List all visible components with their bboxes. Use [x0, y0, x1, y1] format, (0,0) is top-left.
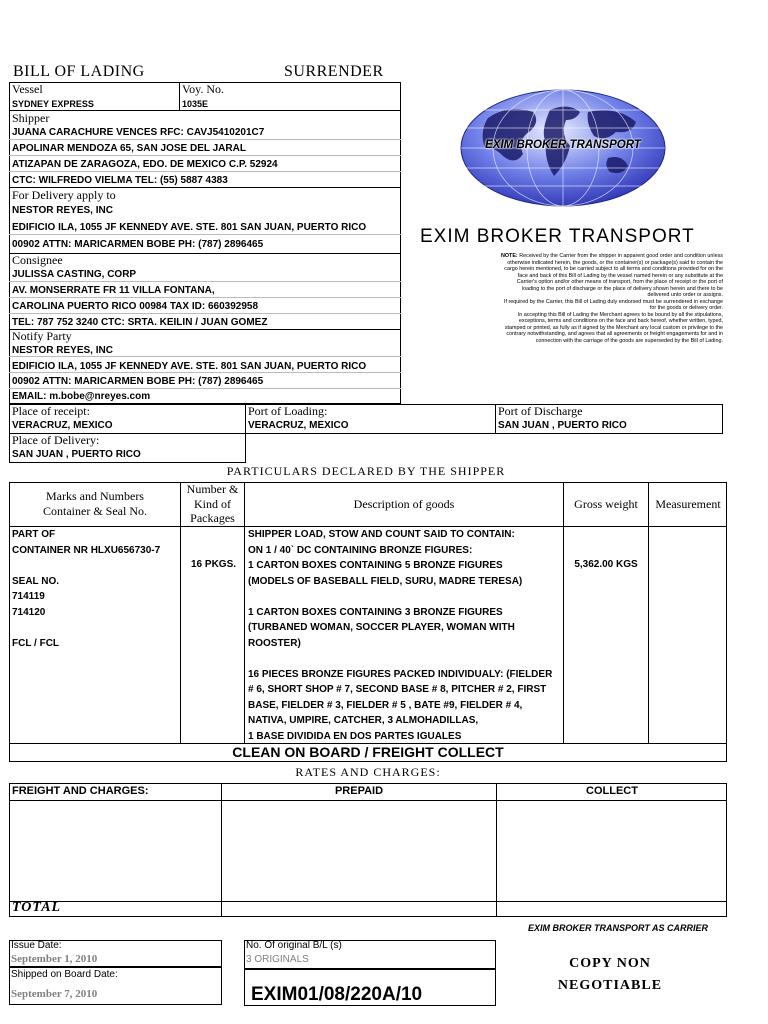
shipper-address: JUANA CARACHURE VENCES RFC: CAVJ5410201C7 APOLINAR MENDOZA 65, SAN JOSE DEL JARAL ATIZAPAN DE ZARAGOZA, EDO. DE MEXICO C.P. 52924 CTC: WILFREDO VIELMA TEL: (55) 5887 4383 — [12, 127, 278, 186]
gross-weight-value: 5,362.00 KGS — [574, 559, 638, 570]
surrender-label: SURRENDER — [284, 63, 384, 80]
place-of-delivery-value: SAN JUAN , PUERTO RICO — [12, 449, 141, 460]
copy-non-negotiable-stamp: COPY NON NEGOTIABLE — [557, 956, 663, 993]
consignee-line-3: CAROLINA PUERTO RICO 00984 TAX ID: 660392958 — [12, 301, 259, 312]
total-label: TOTAL — [12, 900, 62, 915]
shipped-date-value: September 7, 2010 — [11, 988, 98, 1000]
header-measurement: Measurement — [655, 497, 721, 511]
document-title: BILL OF LADING — [13, 63, 145, 80]
vessel-value: SYDNEY EXPRESS — [12, 99, 94, 109]
freight-table — [9, 783, 727, 917]
issue-date-value: September 1, 2010 — [11, 953, 98, 965]
notify-label: Notify Party — [12, 329, 72, 343]
header-gross-weight: Gross weight — [574, 497, 638, 511]
notify-line-1: NESTOR REYES, INC — [12, 345, 113, 356]
bl-number: EXIM01/08/220A/10 — [251, 984, 423, 1005]
carrier-line: EXIM BROKER TRANSPORT AS CARRIER — [528, 923, 709, 933]
place-of-receipt-value: VERACRUZ, MEXICO — [12, 420, 113, 431]
header-description: Description of goods — [353, 497, 455, 511]
terms-note: NOTE: Received by the Carrier from the shipper in apparent good order and condition unless otherwise indicated herein, the goods, or the container(s) or package(s) said to contain the cargo herein mentioned, to be carried subject to all terms and conditions provided for on the face and back of this Bill of Lading by the vessel named herein or any substitute at the Carrier's option and/or other means of transport, from the place of receipt or the port of loading to the port of discharge or the place of delivery shown herein and there to be delivered unto order or assigns. If required by the Carrier, this Bill of Lading duly endorsed must be surrendered in exchange for the goods or delivery order. In accepting this Bill of Lading the Merchant agrees to be bound by all the stipulations, exceptions, terms and conditions on the face and back hereof, whether written, typed, stamped or printed, as fully as if signed by the Merchant any local custom or privilege to the contrary notwithstanding, and agrees that all agreements or freight engagements for and in connection with the carriage of the goods are superseded by the Bill of Lading. — [500, 253, 723, 344]
collect-header: COLLECT — [586, 785, 638, 797]
issue-date-label: Issue Date: — [11, 940, 62, 951]
port-of-discharge-value: SAN JUAN , PUERTO RICO — [498, 420, 627, 431]
marks-column: PART OF CONTAINER NR HLXU656730-7 SEAL NO. 714119 714120 FCL / FCL — [12, 529, 161, 649]
delivery-apply-line-1: NESTOR REYES, INC — [12, 205, 113, 216]
port-of-loading-value: VERACRUZ, MEXICO — [248, 420, 349, 431]
company-name: EXIM BROKER TRANSPORT — [420, 226, 695, 247]
particulars-title: PARTICULARS DECLARED BY THE SHIPPER — [226, 464, 506, 478]
prepaid-header: PREPAID — [334, 785, 384, 797]
port-of-discharge-label: Port of Discharge — [498, 404, 583, 418]
consignee-label: Consignee — [12, 253, 63, 267]
delivery-apply-line-2: EDIFICIO ILA, 1055 JF KENNEDY AVE. STE. 801 SAN JUAN, PUERTO RICO — [12, 222, 367, 233]
consignee-line-2: AV. MONSERRATE FR 11 VILLA FONTANA, — [12, 285, 215, 296]
place-of-delivery-label: Place of Delivery: — [12, 433, 100, 447]
clean-on-board: CLEAN ON BOARD / FREIGHT COLLECT — [232, 744, 504, 760]
packages-value: 16 PKGS. — [191, 559, 237, 570]
originals-value: 3 ORIGINALS — [246, 954, 309, 965]
notify-line-4: EMAIL: m.bobe@nreyes.com — [12, 391, 151, 402]
voyage-value: 1035E — [182, 99, 209, 109]
notify-line-2: EDIFICIO ILA, 1055 JF KENNEDY AVE. STE. 801 SAN JUAN, PUERTO RICO — [12, 361, 367, 372]
company-logo — [458, 88, 668, 208]
shipped-date-label: Shipped on Board Date: — [11, 969, 118, 980]
voyage-label: Voy. No. — [182, 82, 225, 96]
notify-line-3: 00902 ATTN: MARICARMEN BOBE PH: (787) 2896465 — [12, 376, 264, 387]
rates-title: RATES AND CHARGES: — [295, 765, 441, 779]
consignee-line-1: JULISSA CASTING, CORP — [12, 269, 137, 280]
shipper-label: Shipper — [12, 111, 50, 125]
description-column: SHIPPER LOAD, STOW AND COUNT SAID TO CONTAIN: ON 1 / 40` DC CONTAINING BRONZE FIGURES: 1 CARTON BOXES CONTAINING 5 BRONZE FIGURES (MODELS OF BASEBALL FIELD, SURU, MADRE TERESA) 1 CARTON BOXES CONTAINING 3 BRONZE FIGURES (TURBANED WOMAN, SOCCER PLAYER, WOMAN WITH ROOSTER) 16 PIECES BRONZE FIGURES PACKED INDIVIDUALY: (FIELDER # 6, SHORT SHOP # 7, SECOND BASE # 8, PITCHER # 2, FIRST BASE, FIELDER # 3, FIELDER # 5 , BATE #9, FIELDER # 4, NATIVA, UMPIRE, CATCHER, 3 ALMOHADILLAS, 1 BASE DIVIDIDA EN DOS PARTES IGUALES — [248, 529, 553, 742]
delivery-apply-line-3: 00902 ATTN: MARICARMEN BOBE PH: (787) 2896465 — [12, 239, 264, 250]
freight-charges-header: FREIGHT AND CHARGES: — [12, 785, 149, 797]
place-of-receipt-label: Place of receipt: — [12, 404, 90, 418]
header-marks: Marks and Numbers Container & Seal No. — [43, 489, 147, 518]
header-packages: Number & Kind of Packages — [186, 482, 239, 525]
vessel-label: Vessel — [12, 82, 43, 96]
port-of-loading-label: Port of Loading: — [248, 404, 328, 418]
delivery-apply-label: For Delivery apply to — [12, 188, 116, 202]
originals-label: No. Of original B/L (s) — [246, 940, 342, 951]
globe-logo-text: EXIM BROKER TRANSPORT — [485, 139, 641, 151]
consignee-line-4: TEL: 787 752 3240 CTC: SRTA. KEILIN / JUAN GOMEZ — [12, 317, 268, 328]
